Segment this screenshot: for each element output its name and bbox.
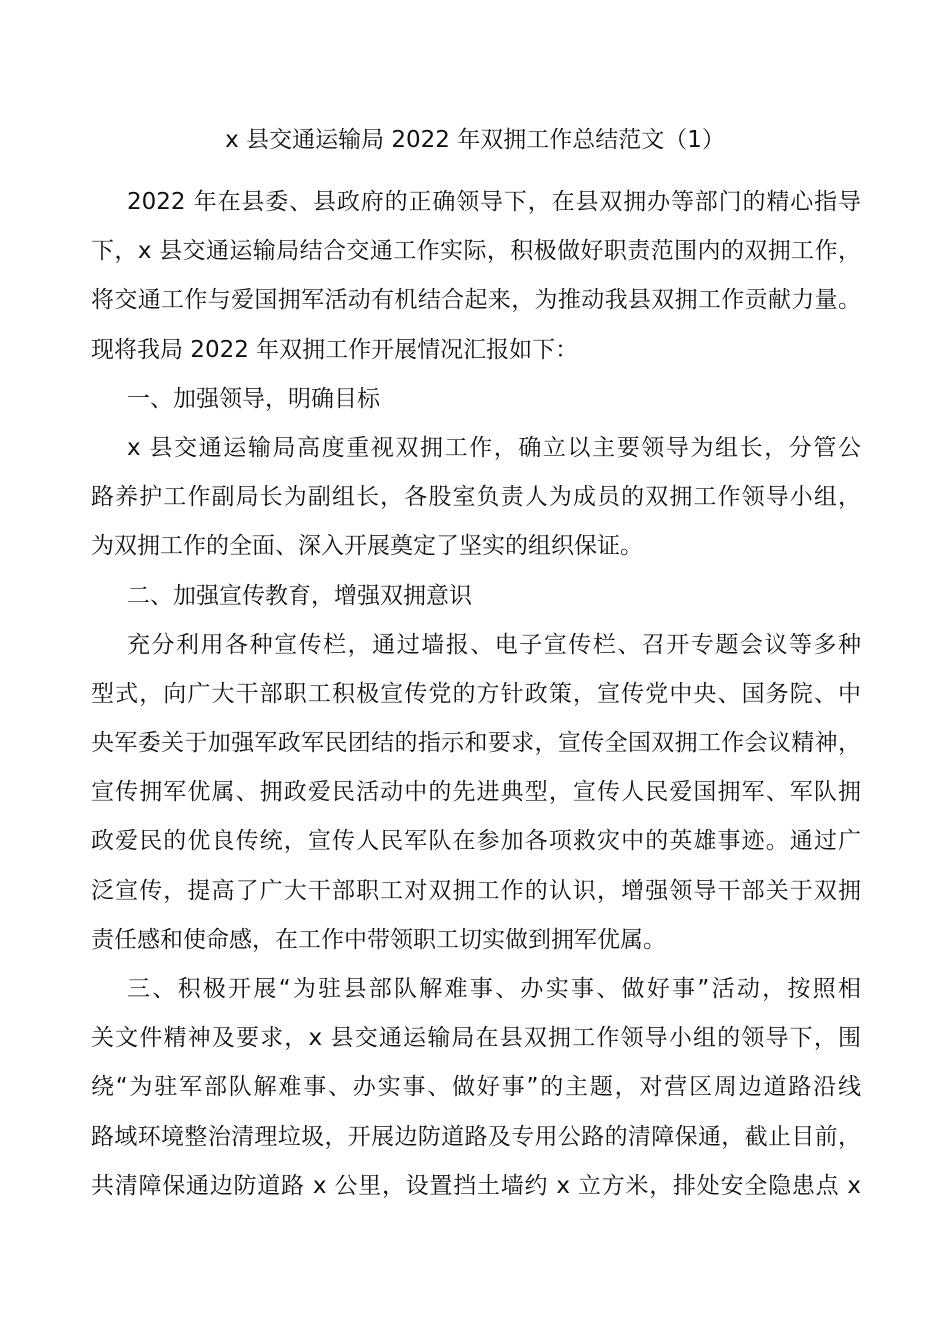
paragraph-line: 型式，向广大干部职工积极宣传党的方针政策，宣传党中央、国务院、中 (91, 680, 861, 707)
paragraph-line: 路域环境整治清理垃圾，开展边防道路及专用公路的清障保通，截止目前， (91, 1123, 861, 1150)
paragraph-line: 为双拥工作的全面、深入开展奠定了坚实的组织保证。 (91, 533, 643, 560)
section-heading-3-line: 三、积极开展“为驻县部队解难事、办实事、做好事”活动，按照相 (127, 976, 861, 1002)
paragraph-line: 关文件精神及要求，x 县交通运输局在县双拥工作领导小组的领导下，围 (91, 1025, 861, 1052)
paragraph-line: 绕“为驻军部队解难事、办实事、做好事”的主题，对营区周边道路沿线 (91, 1074, 861, 1101)
paragraph-line: 央军委关于加强军政军民团结的指示和要求，宣传全国双拥工作会议精神， (91, 730, 861, 757)
paragraph-line: 政爱民的优良传统，宣传人民军队在参加各项救灾中的英雄事迹。通过广 (91, 828, 861, 855)
section-heading-2: 二、加强宣传教育，增强双拥意识 (127, 582, 472, 609)
paragraph-line: 泛宣传，提高了广大干部职工对双拥工作的认识，增强领导干部关于双拥 (91, 877, 861, 904)
paragraph-line: 现将我局 2022 年双拥工作开展情况汇报如下： (91, 336, 579, 363)
paragraph-line: x 县交通运输局高度重视双拥工作，确立以主要领导为组长，分管公 (127, 434, 861, 461)
paragraph-line: 共清障保通边防道路 x 公里，设置挡土墙约 x 立方米，排处安全隐患点 x (91, 1172, 861, 1199)
document-title: x 县交通运输局 2022 年双拥工作总结范文（1） (225, 127, 725, 153)
section-heading-1: 一、加强领导，明确目标 (127, 385, 380, 412)
paragraph-line: 下，x 县交通运输局结合交通工作实际，积极做好职责范围内的双拥工作， (91, 238, 861, 265)
paragraph-line: 将交通工作与爱国拥军活动有机结合起来，为推动我县双拥工作贡献力量。 (91, 287, 861, 314)
paragraph-line: 充分利用各种宣传栏，通过墙报、电子宣传栏、召开专题会议等多种 (127, 631, 861, 658)
document-body (91, 178, 861, 1211)
paragraph-line: 2022 年在县委、县政府的正确领导下，在县双拥办等部门的精心指导 (127, 189, 861, 215)
paragraph-line: 责任感和使命感，在工作中带领职工切实做到拥军优属。 (91, 926, 666, 953)
paragraph-line: 宣传拥军优属、拥政爱民活动中的先进典型，宣传人民爱国拥军、军队拥 (91, 779, 861, 806)
paragraph-line: 路养护工作副局长为副组长，各股室负责人为成员的双拥工作领导小组， (91, 484, 861, 511)
